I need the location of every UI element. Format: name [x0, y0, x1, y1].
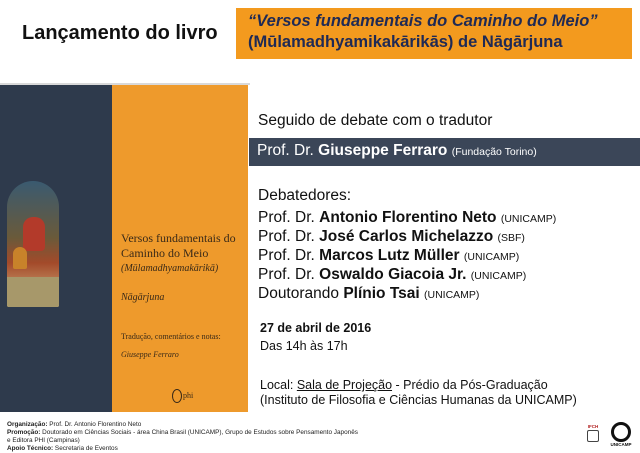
debater-row: [258, 209, 556, 227]
debater-affiliation: (UNICAMP): [424, 289, 480, 301]
footer-org: [7, 421, 567, 429]
book-cover-dark-panel: [0, 85, 112, 412]
disciple-figure: [13, 247, 27, 269]
venue-rest: - Prédio da Pós-Graduação: [392, 378, 548, 392]
debater-row: [258, 266, 526, 284]
cover-author: Nāgārjuna: [121, 292, 165, 303]
event-location: [260, 378, 548, 392]
event-heading: Lançamento do livro: [22, 22, 218, 44]
support-value: Secretaria de Eventos: [53, 445, 118, 452]
ifch-logo: [584, 424, 602, 448]
footer-support: [7, 445, 567, 453]
cover-illustration: [7, 181, 59, 307]
translator-name: Giuseppe Ferraro: [318, 142, 448, 159]
debater-name: Marcos Lutz Müller: [319, 247, 460, 264]
book-title-box: [236, 8, 632, 59]
debater-affiliation: (UNICAMP): [463, 251, 520, 263]
debater-name: José Carlos Michelazzo: [319, 228, 494, 245]
book-title-line2: (Mūlamadhyamikakārikās) de Nāgārjuna: [248, 33, 563, 51]
publisher-logo-text: phi: [183, 390, 194, 400]
illustration-base: [7, 277, 59, 307]
cover-credits: Tradução, comentários e notas:: [121, 332, 221, 341]
ifch-logo-text: IFCH: [587, 424, 599, 429]
footer-credits: [7, 421, 567, 453]
debater-row: [258, 228, 525, 246]
cover-translator: Giuseppe Ferraro: [121, 350, 179, 359]
ifch-logo-icon: [587, 430, 599, 442]
event-institute: (Instituto de Filosofia e Ciências Humanas da UNICAMP): [260, 393, 577, 407]
event-time: Das 14h às 17h: [260, 339, 348, 353]
translator-bar: [249, 138, 640, 166]
promo-label: Promoção:: [7, 429, 41, 436]
footer-promo: [7, 429, 567, 437]
monk-figure: [23, 217, 45, 251]
debater-prefix: Prof. Dr.: [258, 228, 315, 245]
debater-name: Plínio Tsai: [343, 285, 420, 302]
debater-name: Oswaldo Giacoia Jr.: [319, 266, 467, 283]
translator-intro: Seguido de debate com o tradutor: [258, 112, 493, 129]
publisher-logo-icon: [172, 389, 182, 403]
event-date: 27 de abril de 2016: [260, 321, 372, 335]
promo-value: Doutorado em Ciências Sociais - área China Brasil (UNICAMP), Grupo de Estudos sobre Pensamento Japonês: [40, 429, 358, 436]
org-label: Organização:: [7, 421, 48, 428]
debater-affiliation: (SBF): [497, 232, 525, 244]
unicamp-logo-icon: [611, 422, 631, 442]
debater-row: [258, 285, 479, 303]
debater-prefix: Prof. Dr.: [258, 209, 315, 226]
unicamp-logo: [608, 422, 634, 450]
location-label: Local:: [260, 378, 294, 392]
cover-subtitle: (Mūlamadhyamakārikā): [121, 263, 219, 274]
debater-name: Antonio Florentino Neto: [319, 209, 497, 226]
unicamp-logo-text: UNICAMP: [610, 442, 632, 447]
debater-prefix: Prof. Dr.: [258, 266, 315, 283]
footer-promo-cont: e Editora PHI (Campinas): [7, 437, 80, 444]
publisher-logo: [172, 389, 202, 407]
translator-affiliation: (Fundação Torino): [451, 146, 537, 158]
org-value: Prof. Dr. Antonio Florentino Neto: [47, 421, 142, 428]
debater-row: [258, 247, 519, 265]
debater-prefix: Prof. Dr.: [258, 247, 315, 264]
cover-title: Versos fundamentais do Caminho do Meio: [121, 231, 236, 260]
debater-affiliation: (UNICAMP): [470, 270, 527, 282]
debaters-heading: Debatedores:: [258, 187, 352, 204]
debater-prefix: Doutorando: [258, 285, 340, 302]
debater-affiliation: (UNICAMP): [500, 213, 557, 225]
translator-prefix: Prof. Dr.: [257, 142, 314, 159]
book-title-line1: “Versos fundamentais do Caminho do Meio”: [248, 12, 598, 30]
support-label: Apoio Técnico:: [7, 445, 54, 452]
venue-link[interactable]: Sala de Projeção: [296, 378, 393, 392]
